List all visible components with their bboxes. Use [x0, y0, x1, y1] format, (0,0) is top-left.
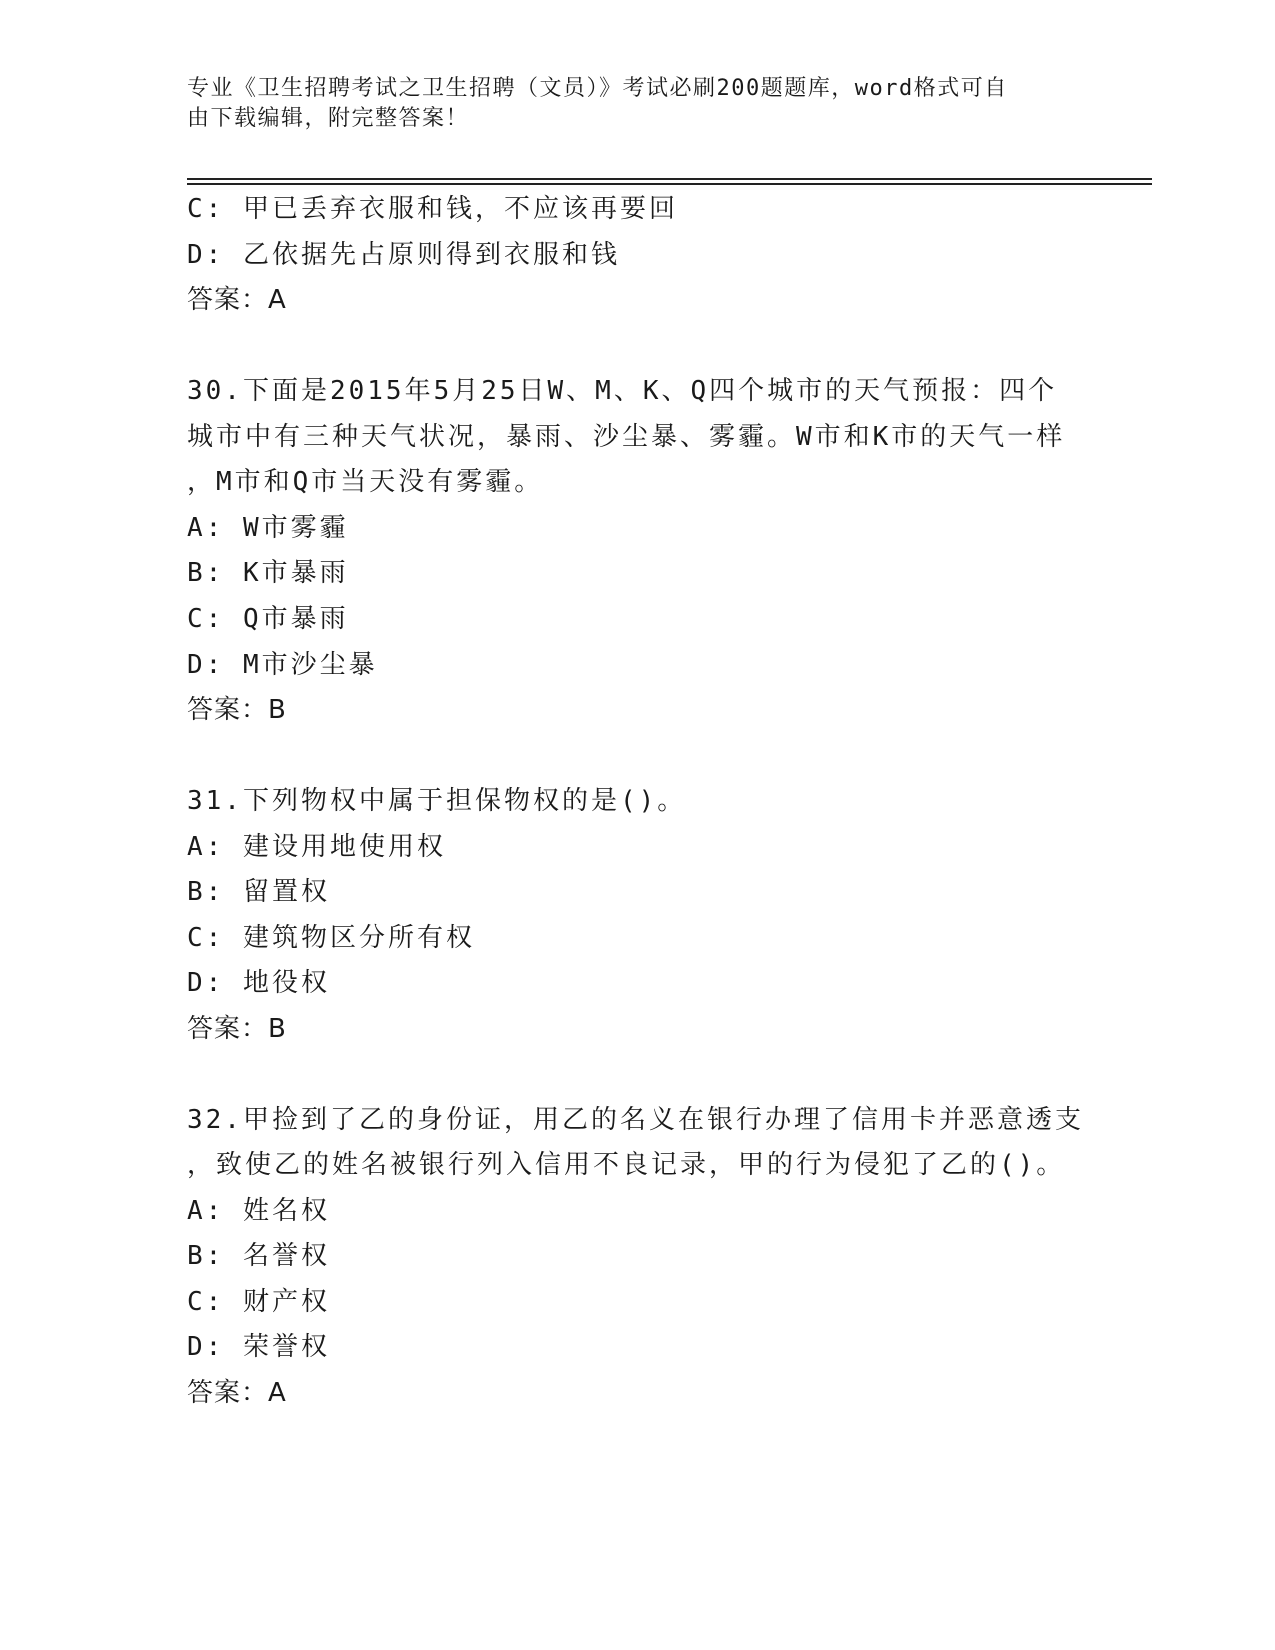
header-divider-top: [187, 178, 1152, 180]
question-stem-line: 31.下列物权中属于担保物权的是()。: [187, 786, 687, 816]
question-stem-line: 32.甲捡到了乙的身份证，用乙的名义在银行办理了信用卡并恶意透支: [187, 1105, 1084, 1135]
option-b: B: K市暴雨: [187, 558, 349, 588]
answer: 答案：A: [187, 285, 287, 315]
answer: 答案：B: [187, 1014, 287, 1044]
option-b: B: 留置权: [187, 877, 330, 907]
answer: 答案：A: [187, 1378, 287, 1408]
header-title-line-2: 由下载编辑，附完整答案！: [187, 106, 470, 131]
option-c: C: Q市暴雨: [187, 604, 349, 634]
option-d: D: M市沙尘暴: [187, 650, 378, 680]
option-c: C: 财产权: [187, 1287, 330, 1317]
answer: 答案：B: [187, 695, 287, 725]
header-divider-bottom: [187, 183, 1152, 185]
option-b: B: 名誉权: [187, 1241, 330, 1271]
option-c: C: 建筑物区分所有权: [187, 923, 475, 953]
document-header: [187, 74, 1067, 134]
option-a: A: 建设用地使用权: [187, 832, 446, 862]
option-d: D: 荣誉权: [187, 1332, 330, 1362]
option-a: A: 姓名权: [187, 1196, 330, 1226]
option-c: C: 甲已丢弃衣服和钱，不应该再要回: [187, 194, 678, 224]
option-a: A: W市雾霾: [187, 513, 349, 543]
header-title-line-1: 专业《卫生招聘考试之卫生招聘（文员）》考试必刷200题题库，word格式可自: [187, 76, 1008, 101]
question-stem-line: ，M市和Q市当天没有雾霾。: [187, 467, 544, 497]
question-stem-line: 30.下面是2015年5月25日W、M、K、Q四个城市的天气预报：四个: [187, 376, 1058, 406]
question-stem-line: ，致使乙的姓名被银行列入信用不良记录，甲的行为侵犯了乙的()。: [187, 1150, 1066, 1180]
option-d: D: 地役权: [187, 968, 330, 998]
option-d: D: 乙依据先占原则得到衣服和钱: [187, 240, 620, 270]
question-stem-line: 城市中有三种天气状况，暴雨、沙尘暴、雾霾。W市和K市的天气一样: [187, 422, 1066, 452]
